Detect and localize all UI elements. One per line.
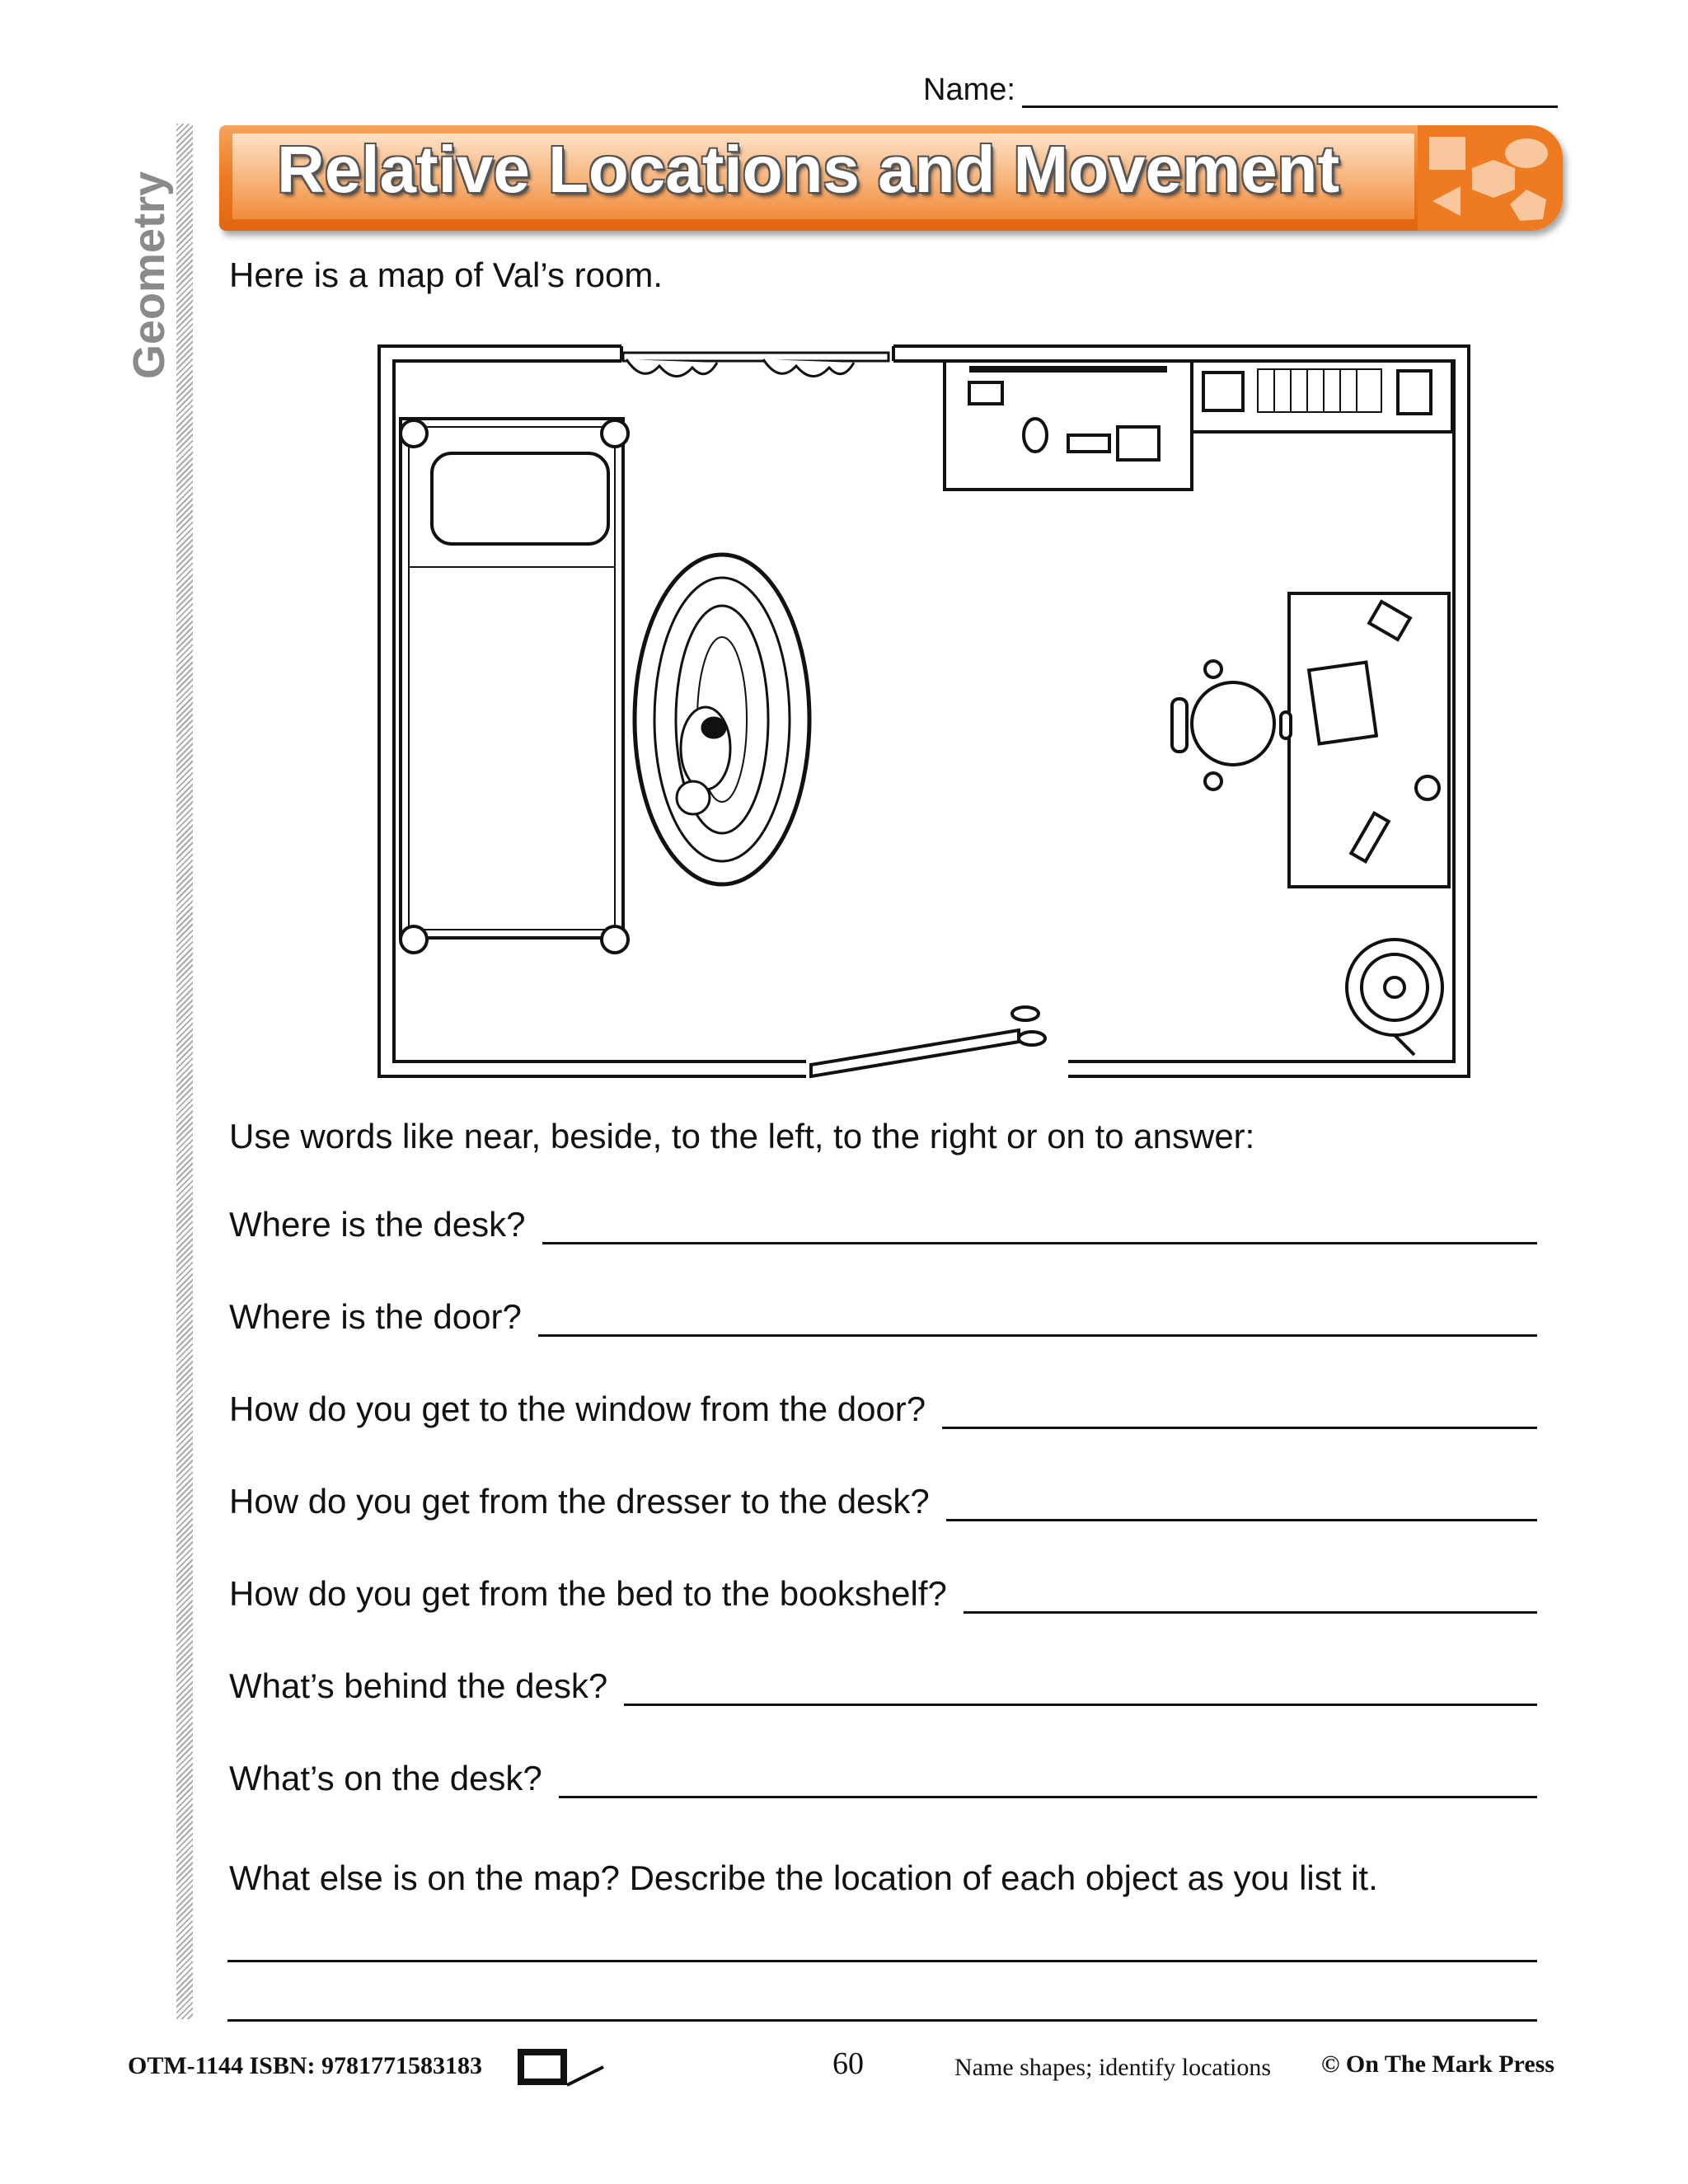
question-row (229, 1666, 1537, 1706)
name-row (923, 73, 1558, 108)
answer-field[interactable] (538, 1301, 1537, 1337)
question-text: How do you get to the window from the door? (229, 1390, 926, 1428)
answer-field[interactable] (624, 1671, 1537, 1706)
question-text: How do you get from the bed to the bookshelf? (229, 1574, 947, 1613)
answer-field[interactable] (942, 1394, 1537, 1429)
question-row (229, 1390, 1537, 1429)
bookshelf (1192, 361, 1452, 432)
question-text: What’s behind the desk? (229, 1666, 608, 1705)
answer-field[interactable] (542, 1209, 1537, 1244)
title-banner (219, 125, 1563, 231)
instruction-text: Use words like near, beside, to the left, to the right or on to answer: (229, 1117, 1255, 1155)
window (623, 353, 889, 377)
chair (1172, 661, 1291, 790)
answer-field[interactable] (227, 1960, 1537, 1962)
desk (1289, 593, 1449, 887)
bed (401, 419, 628, 953)
name-field[interactable] (1022, 74, 1558, 108)
book-icon (513, 2042, 612, 2092)
answer-field[interactable] (227, 2019, 1537, 2022)
long-question-text: What else is on the map? Describe the location of each object as you list it. (229, 1858, 1378, 1897)
footer-topic: Name shapes; identify locations (954, 2054, 1272, 2081)
question-text: Where is the door? (229, 1297, 522, 1336)
question-row (229, 1574, 1537, 1614)
question-row (229, 1482, 1537, 1521)
answer-field[interactable] (964, 1578, 1537, 1614)
name-label: Name: (923, 73, 1015, 107)
intro-text: Here is a map of Val’s room. (229, 255, 663, 294)
question-row (229, 1205, 1537, 1244)
page-number: 60 (832, 2046, 864, 2081)
footer-product-code: OTM-1144 ISBN: 9781771583183 (128, 2052, 483, 2079)
shapes-icon (1418, 125, 1563, 231)
door (811, 1007, 1045, 1076)
answer-field[interactable] (559, 1763, 1537, 1798)
answer-field[interactable] (946, 1486, 1537, 1521)
room-map (376, 336, 1472, 1081)
question-text: Where is the desk? (229, 1205, 526, 1244)
footer-copyright: © On The Mark Press (1321, 2050, 1554, 2078)
question-text: How do you get from the dresser to the desk? (229, 1482, 930, 1521)
fan (1347, 940, 1442, 1055)
question-row (229, 1297, 1537, 1337)
question-row (229, 1759, 1537, 1798)
question-text: What’s on the desk? (229, 1759, 542, 1797)
dresser (945, 361, 1192, 490)
side-decorative-strip (176, 124, 193, 2019)
page-title: Relative Locations and Movement (277, 133, 1340, 206)
